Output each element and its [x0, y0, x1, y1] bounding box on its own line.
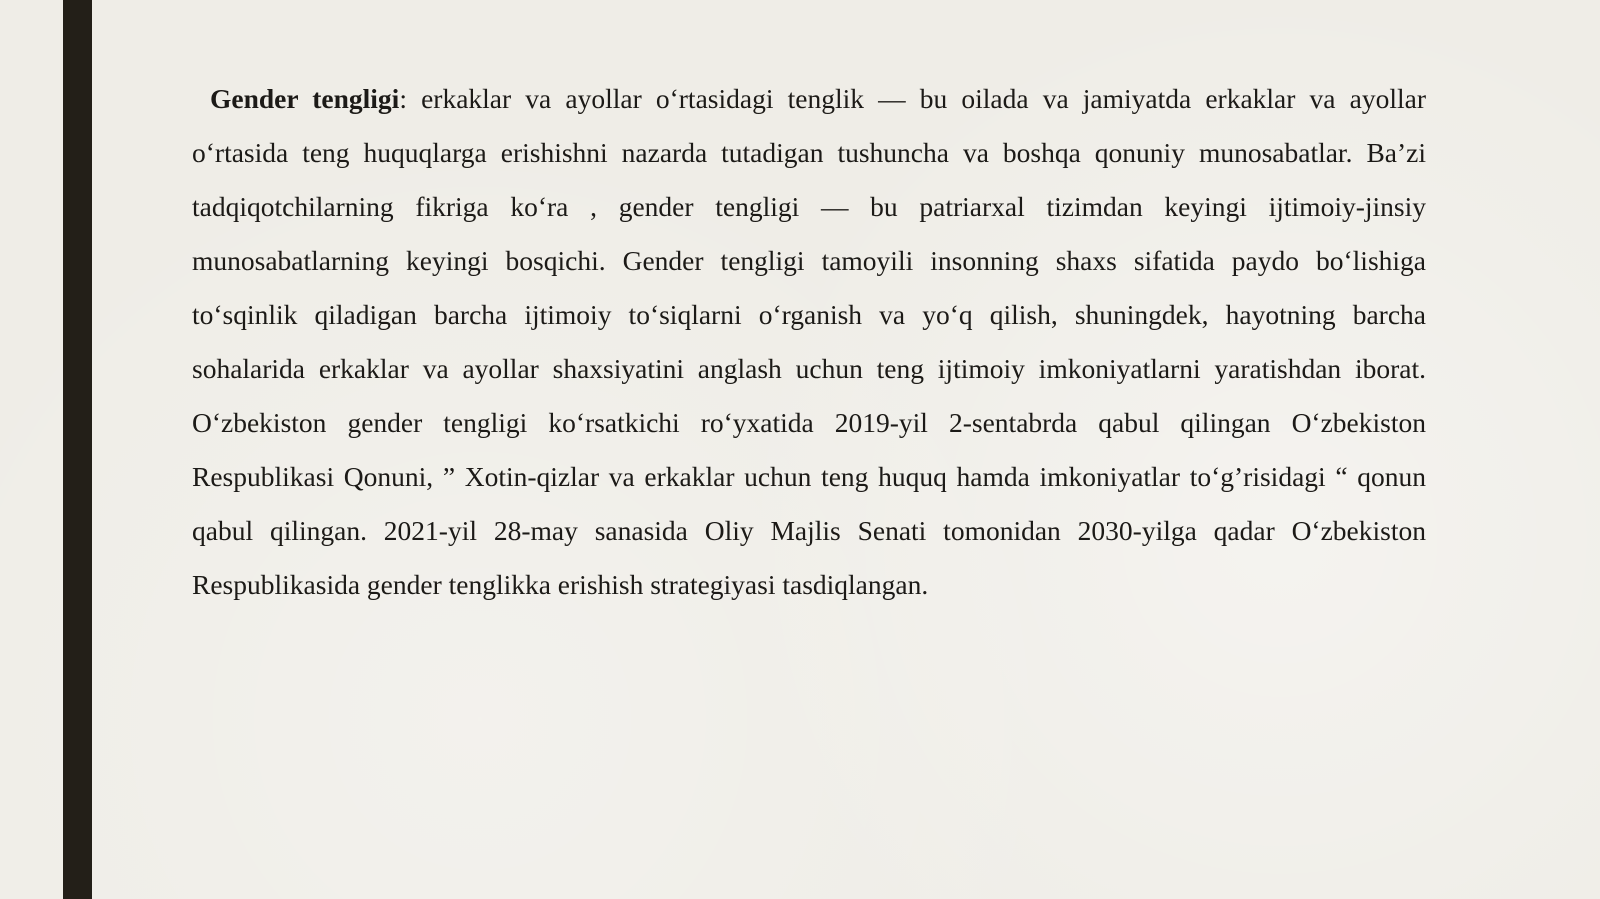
paragraph-text: : erkaklar va ayollar o‘rtasidagi tenglik — bu oilada va jamiyatda erkaklar va ayollar o‘rtasida teng huquqlarga erishishni nazarda tutadigan tushuncha va boshqa qonuniy munosabatlar. Ba’zi tadqiqotchilarning fikriga ko‘ra , gender tengligi — bu patriarxal tizimdan keyingi ijtimoiy-jinsiy munosabatlarning keyingi bosqichi. Gender tengligi tamoyili insonning shaxs sifatida paydo bo‘lishiga to‘sqinlik qiladigan barcha ijtimoiy to‘siqlarni o‘rganish va yo‘q qilish, shuningdek, hayotning barcha sohalarida erkaklar va ayollar shaxsiyatini anglash uchun teng ijtimoiy imkoniyatlarni yaratishdan iborat. O‘zbekiston gender tengligi ko‘rsatkichi ro‘yxatida 2019-yil 2-sentabrda qabul qilingan O‘zbekiston Respublikasi Qonuni, ” Xotin-qizlar va erkaklar uchun teng huquq hamda imkoniyatlar to‘g’risidagi “ qonun qabul qilingan. 2021-yil 28-may sanasida Oliy Majlis Senati tomonidan 2030-yilga qadar O‘zbekiston Respublikasida gender tenglikka erishish strategiyasi tasdiqlangan.	[192, 83, 1426, 600]
body-paragraph	[192, 72, 1426, 612]
paragraph-term: Gender tengligi	[210, 83, 400, 114]
accent-bar	[63, 0, 92, 899]
